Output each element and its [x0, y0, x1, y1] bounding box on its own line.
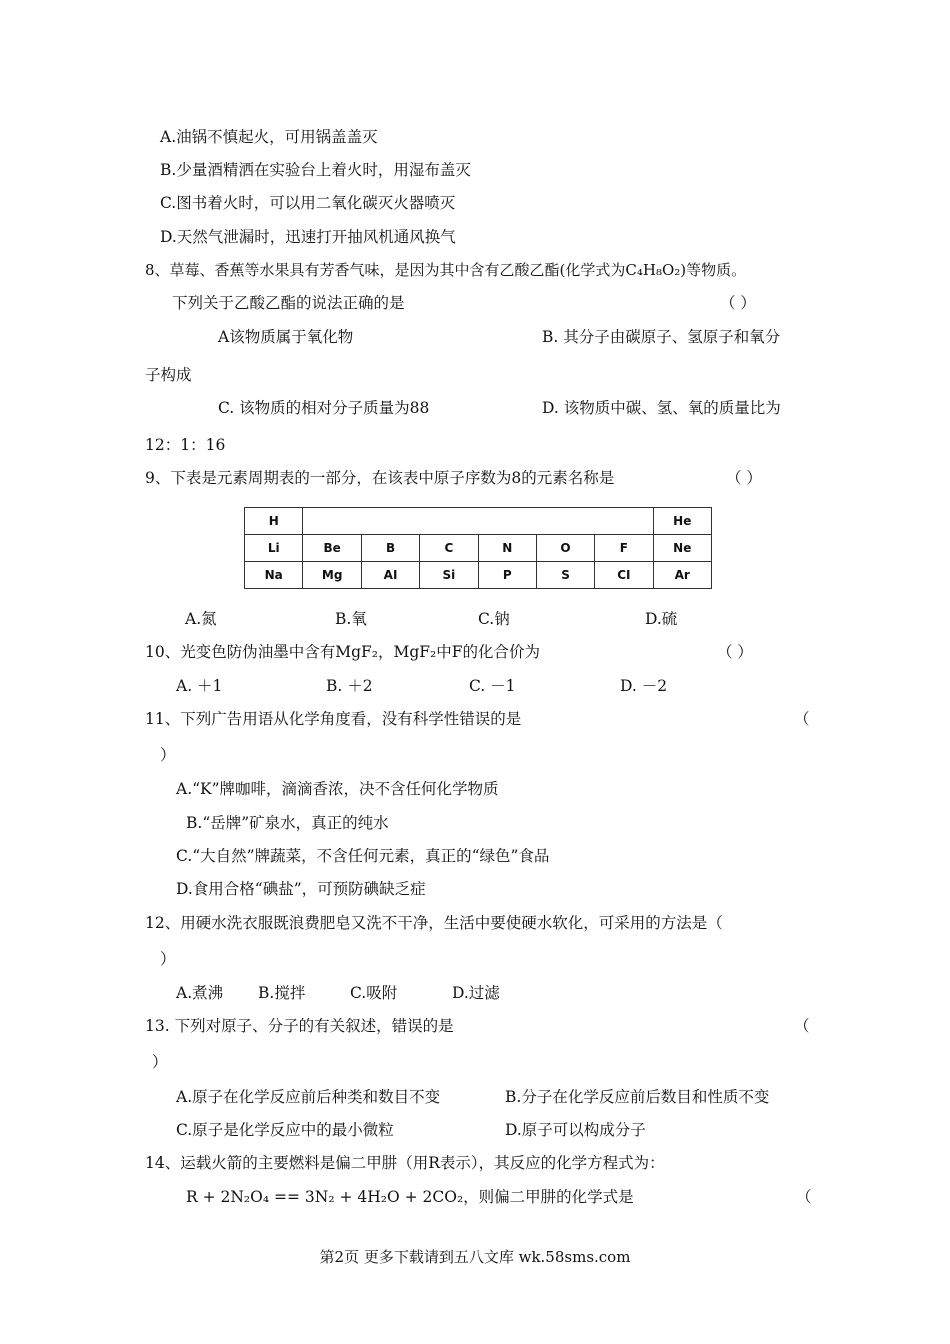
periodic-table [244, 507, 712, 589]
q11-option-c: C.“大自然”牌蔬菜，不含任何元素，真正的“绿色”食品 [176, 847, 550, 865]
q13-option-a: A.原子在化学反应前后种类和数目不变 [176, 1088, 441, 1106]
q13-option-c: C.原子是化学反应中的最小微粒 [176, 1121, 394, 1139]
q8-stem: 8、草莓、香蕉等水果具有芳香气味，是因为其中含有乙酸乙酯(化学式为C₄H₈O₂)等物质。 [145, 261, 747, 279]
q7-option-b: B.少量酒精洒在实验台上着火时，用湿布盖灭 [160, 161, 471, 179]
q14-stem: 14、运载火箭的主要燃料是偏二甲肼（用R表示），其反应的化学方程式为： [145, 1154, 665, 1172]
q9-option-d: D.硫 [645, 610, 678, 628]
q8-option-a: A该物质属于氧化物 [218, 328, 354, 346]
q12-option-b: B.搅拌 [258, 984, 306, 1002]
element-cell: O [536, 535, 594, 562]
element-cell: N [478, 535, 536, 562]
q10-option-d: D. －2 [620, 677, 668, 695]
element-cell: Li [245, 535, 303, 562]
q12-paren-close: ） [160, 950, 176, 968]
element-cell: Be [303, 535, 361, 562]
q13-paren-open: （ [794, 1017, 810, 1035]
q9-stem: 9、下表是元素周期表的一部分，在该表中原子序数为8的元素名称是 [145, 469, 615, 487]
q9-option-a: A.氮 [185, 610, 217, 628]
element-cell: He [653, 508, 711, 535]
q10-answer-paren: （ ） [717, 643, 753, 661]
table-gap [303, 508, 653, 535]
q9-option-c: C.钠 [478, 610, 510, 628]
q7-option-d: D.天然气泄漏时，迅速打开抽风机通风换气 [160, 228, 456, 246]
q14-paren-open: （ [796, 1188, 812, 1206]
q13-option-d: D.原子可以构成分子 [505, 1121, 646, 1139]
q7-option-a: A.油锅不慎起火，可用锅盖盖灭 [160, 128, 378, 146]
q12-stem: 12、用硬水洗衣服既浪费肥皂又洗不干净，生活中要使硬水软化，可采用的方法是（ [145, 914, 723, 932]
q10-option-c: C. －1 [469, 677, 516, 695]
q8-option-b-cont: 子构成 [145, 366, 192, 384]
q8-option-d: D. 该物质中碳、氢、氧的质量比为 [542, 399, 781, 417]
element-cell: AI [361, 562, 419, 589]
element-cell: CI [595, 562, 653, 589]
q8-option-d-cont: 12：1：16 [145, 436, 226, 454]
q7-option-c: C.图书着火时，可以用二氧化碳灭火器喷灭 [160, 194, 456, 212]
q11-option-b: B.“岳牌”矿泉水，真正的纯水 [186, 814, 389, 832]
element-cell: C [420, 535, 478, 562]
q10-option-a: A. ＋1 [176, 677, 223, 695]
element-cell: H [245, 508, 303, 535]
q13-option-b: B.分子在化学反应前后数目和性质不变 [505, 1088, 770, 1106]
q11-paren-open: （ [794, 710, 810, 728]
element-cell: Ar [653, 562, 711, 589]
q13-stem: 13. 下列对原子、分子的有关叙述，错误的是 [145, 1017, 454, 1035]
element-cell: S [536, 562, 594, 589]
q12-option-c: C.吸附 [350, 984, 398, 1002]
q12-option-a: A.煮沸 [176, 984, 224, 1002]
q9-option-b: B.氧 [335, 610, 367, 628]
q8-option-b: B. 其分子由碳原子、氢原子和氧分 [542, 328, 781, 346]
element-cell: B [361, 535, 419, 562]
q8-stem-2: 下列关于乙酸乙酯的说法正确的是 [172, 294, 405, 312]
element-cell: F [595, 535, 653, 562]
element-cell: Mg [303, 562, 361, 589]
q9-answer-paren: （ ） [726, 469, 762, 487]
q11-option-d: D.食用合格“碘盐”，可预防碘缺乏症 [176, 880, 426, 898]
q13-paren-close: ） [152, 1053, 168, 1071]
page-footer: 第2页 更多下载请到五八文库 wk.58sms.com [319, 1248, 631, 1266]
q8-answer-paren: （ ） [720, 294, 756, 312]
q11-option-a: A.“K”牌咖啡，滴滴香浓，决不含任何化学物质 [176, 780, 499, 798]
q10-stem: 10、光变色防伪油墨中含有MgF₂，MgF₂中F的化合价为 [145, 643, 541, 661]
q11-stem: 11、下列广告用语从化学角度看，没有科学性错误的是 [145, 710, 522, 728]
q12-option-d: D.过滤 [452, 984, 500, 1002]
element-cell: P [478, 562, 536, 589]
q8-option-c: C. 该物质的相对分子质量为88 [218, 399, 430, 417]
element-cell: Si [420, 562, 478, 589]
q11-paren-close: ） [160, 746, 176, 764]
q14-equation: R + 2N₂O₄ == 3N₂ + 4H₂O + 2CO₂，则偏二甲肼的化学式是 [186, 1188, 634, 1206]
q10-option-b: B. ＋2 [326, 677, 373, 695]
element-cell: Ne [653, 535, 711, 562]
element-cell: Na [245, 562, 303, 589]
